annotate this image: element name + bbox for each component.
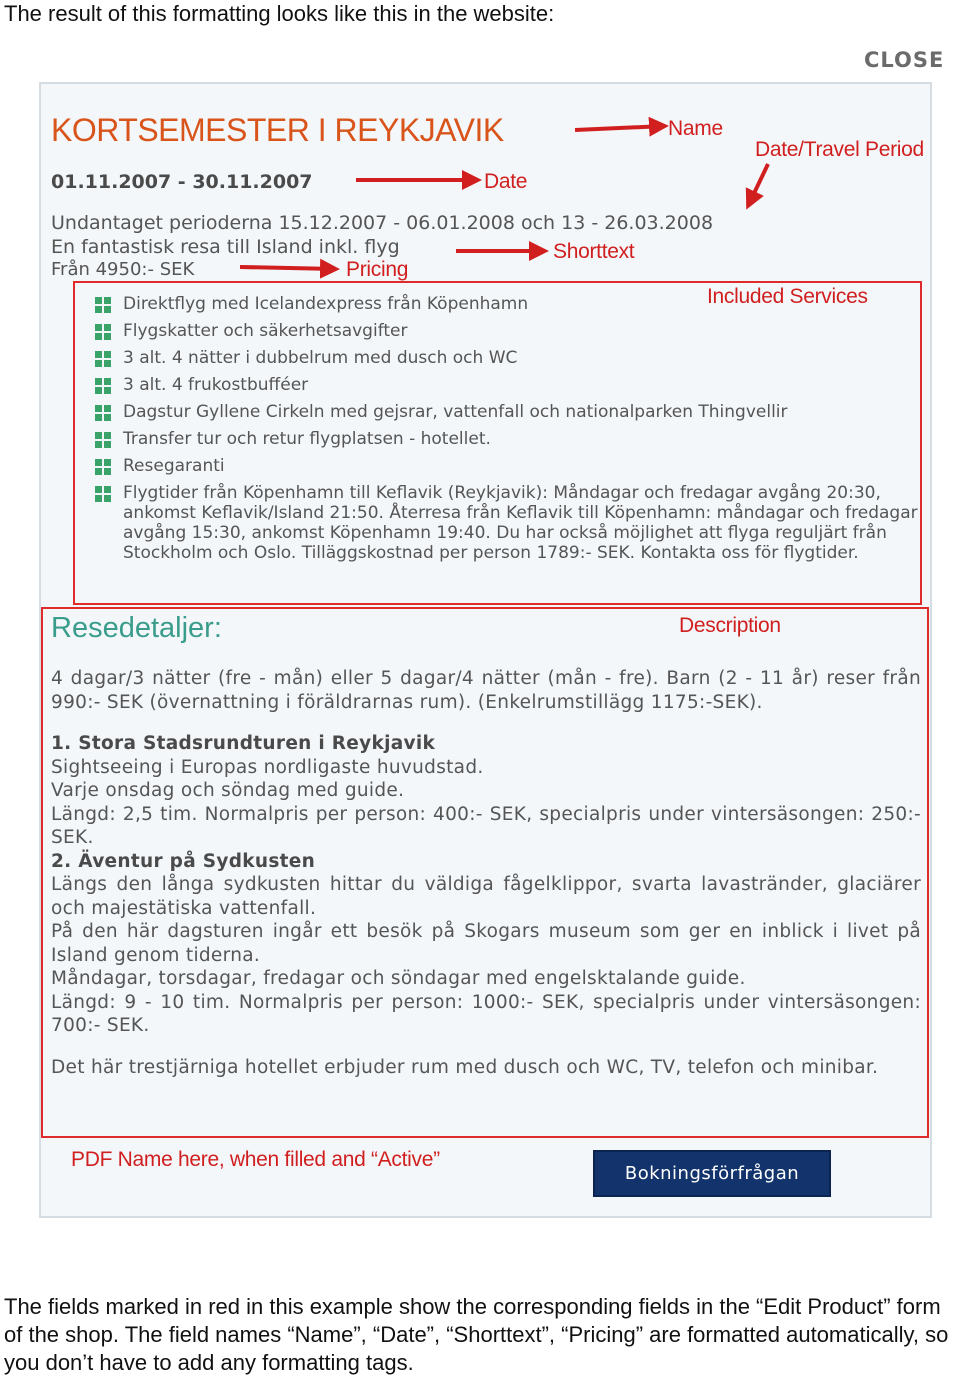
annotation-name: Name (668, 117, 723, 140)
service-item: Direktflyg med Icelandexpress från Köpenhamn (95, 294, 925, 314)
description-intro: 4 dagar/3 nätter (fre - mån) eller 5 dagar/4 nätter (mån - fre). Barn (2 - 11 år) reser från 990:- SEK (övernattning i föräldrarnas rum). (Enkelrumstillägg 1175:-SEK). (51, 668, 921, 713)
service-item: Dagstur Gyllene Cirkeln med gejsrar, vattenfall och nationalparken Thingvellir (95, 402, 925, 422)
trip-date: 01.11.2007 - 30.11.2007 (51, 171, 313, 193)
tour2-line: På den här dagsturen ingår ett besök på Skogars museum som ger en inblick i livet på Island genom tiderna. (51, 921, 921, 966)
service-item: 3 alt. 4 nätter i dubbelrum med dusch och WC (95, 348, 925, 368)
annotation-pdf-name: PDF Name here, when filled and “Active” (71, 1148, 440, 1171)
annotation-date-travel-period: Date/Travel Period (755, 138, 924, 161)
tour2-line: Längs den långa sydkusten hittar du väldiga fågelklippor, svarta lavastränder, glaciärer och majestätiska vattenfall. (51, 874, 921, 919)
annotation-date: Date (484, 170, 528, 193)
travel-period: Undantaget perioderna 15.12.2007 - 06.01.2008 och 13 - 26.03.2008 (51, 212, 714, 234)
resedetaljer-heading: Resedetaljer: (51, 612, 222, 644)
tour2-line: Måndagar, torsdagar, fredagar och söndagar med engelsktalande guide. (51, 968, 746, 989)
annotation-pricing: Pricing (346, 258, 409, 281)
annotation-shorttext: Shorttext (553, 240, 635, 263)
tour1-line: Varje onsdag och söndag med guide. (51, 780, 405, 801)
tour2-line: Längd: 9 - 10 tim. Normalpris per person: 1000:- SEK, specialpris under vintersäsongen: 700:- SEK. (51, 991, 921, 1036)
annotation-description: Description (679, 614, 781, 637)
service-item: Resegaranti (95, 456, 925, 476)
service-item: Flygtider från Köpenhamn till Keflavik (Reykjavik): Måndagar och fredagar avgång 20:30, ankomst Keflavik/Island 21:50. Återresa från Keflavik till Köpenhamn: måndagar och fredagar avgång 15:30, ankomst Köpenhamn 19:40. Du har också möjlighet att flyga reguljärt från Stockholm och Oslo. Tilläggskostnad per person 1789:- SEK. Kontakta oss för flygtider. (95, 483, 925, 563)
service-item: 3 alt. 4 frukostbufféer (95, 375, 925, 395)
trip-pricing: Från 4950:- SEK (51, 259, 195, 280)
intro-text: The result of this formatting looks like this in the website: (4, 1, 555, 26)
booking-request-button[interactable]: Bokningsförfrågan (593, 1150, 831, 1197)
arrow-to-name (575, 126, 665, 130)
trip-name: KORTSEMESTER I REYKJAVIK (51, 112, 504, 148)
tour2-title: 2. Äventur på Sydkusten (51, 850, 316, 872)
annotation-included-services: Included Services (707, 285, 868, 308)
tour1-line: Sightseeing i Europas nordligaste huvudstad. (51, 756, 484, 778)
hotel-description: Det här trestjärniga hotellet erbjuder rum med dusch och WC, TV, telefon och minibar. (51, 1056, 879, 1078)
service-item: Flygskatter och säkerhetsavgifter (95, 321, 925, 341)
tour1-line: Längd: 2,5 tim. Normalpris per person: 400:- SEK, specialpris under vintersäsongen: 250:- SEK. (51, 803, 921, 848)
footer-paragraph: The fields marked in red in this example show the corresponding fields in the “Edit Product” form of the shop. The field names “Name”, “Date”, “Shorttext”, “Pricing” are formatted automatically, so you don’t have to add any formatting tags. (4, 1294, 949, 1375)
arrow-to-period (748, 164, 768, 206)
trip-shorttext: En fantastisk resa till Island inkl. flyg (51, 236, 400, 258)
arrow-to-pricing (240, 267, 336, 269)
service-item: Transfer tur och retur flygplatsen - hotellet. (95, 429, 925, 449)
tour1-title: 1. Stora Stadsrundturen i Reykjavik (51, 733, 436, 754)
close-button[interactable]: CLOSE (864, 48, 945, 72)
